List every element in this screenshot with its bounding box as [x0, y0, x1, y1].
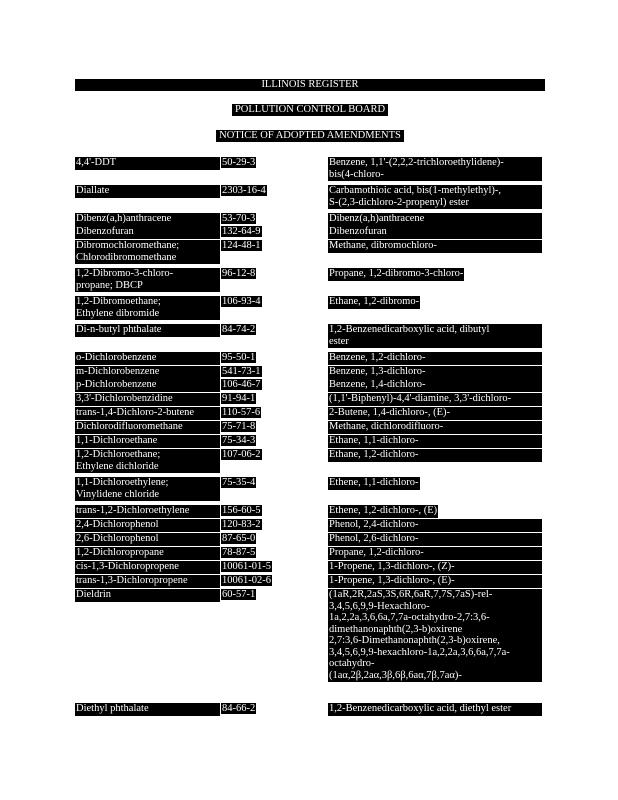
chemical-name: [75, 324, 220, 337]
cas-number: 50-29-3: [222, 157, 256, 168]
synonym-name: [328, 226, 542, 239]
chemical-name: [75, 296, 220, 320]
synonym-line: Benzene, 1,4-dichloro-: [329, 379, 426, 390]
synonym-name: [328, 379, 542, 392]
cas-number: 107-06-2: [222, 449, 261, 460]
chemical-name-line: 1,2-Dibromo-3-chloro-: [76, 268, 174, 279]
chemical-name: [75, 379, 220, 392]
chemical-name-line: Ethylene dichloride: [76, 460, 159, 472]
cas-number: 84-66-2: [222, 703, 256, 714]
cas-number: 78-87-5: [222, 547, 256, 558]
chemical-name: [75, 407, 220, 420]
synonym-line: Dibenzofuran: [329, 226, 387, 237]
cas-number: 95-50-1: [222, 352, 256, 363]
chemical-name: [75, 435, 220, 448]
synonym-name: [328, 449, 542, 462]
synonym-line: 1a,2,2a,3,6,6a,7,7a-octahydro-2,7:3,6-: [329, 612, 490, 623]
chemical-name-line: 2,4-Dichlorophenol: [76, 519, 159, 530]
chemical-name-line: m-Dichlorobenzene: [76, 366, 160, 377]
synonym-line: 1,2-Benzenedicarboxylic acid, dibutyl: [329, 324, 490, 335]
synonym-name: [328, 352, 542, 365]
synonym-name: [328, 435, 542, 448]
synonym-name: [328, 547, 542, 560]
cas-number: 10061-02-6: [222, 575, 271, 586]
chemical-name: [75, 421, 220, 434]
cas-number: 87-65-0: [222, 533, 256, 544]
chemical-name: [75, 240, 220, 264]
synonym-name: [328, 157, 542, 181]
synonym-name: [328, 393, 542, 406]
chemical-name: [75, 157, 220, 170]
chemical-name-line: Dibromochloromethane;: [76, 240, 180, 251]
chemical-name: [75, 268, 220, 292]
cas-number: 110-57-6: [222, 407, 261, 418]
chemical-name: [75, 589, 220, 602]
chemical-name-line: Vinylidene chloride: [76, 488, 160, 500]
cas-number: 124-48-1: [222, 240, 261, 251]
chemical-name: [75, 393, 220, 406]
chemical-name-line: o-Dichlorobenzene: [76, 352, 157, 363]
chemical-name-line: 1,2-Dichloropropane: [76, 547, 164, 558]
chemical-name: [75, 449, 220, 473]
synonym-name: [328, 366, 542, 379]
synonym-line: Benzene, 1,1'-(2,2,2-trichloroethylidene)-: [329, 157, 504, 168]
cas-number: 120-83-2: [222, 519, 261, 530]
synonym-line: Methane, dibromochloro-: [329, 240, 437, 251]
synonym-line: Ethane, 1,1-dichloro-: [329, 435, 419, 446]
chemical-name: [75, 575, 220, 588]
chemical-name-line: trans-1,3-Dichloropropene: [76, 575, 188, 586]
synonym-line: dimethanonaphth(2,3-b)oxirene: [329, 623, 463, 635]
chemical-name-line: Dibenzofuran: [76, 226, 134, 237]
chemical-name-line: Diallate: [76, 185, 110, 196]
chemical-name-line: Diethyl phthalate: [76, 703, 149, 714]
chemical-name-line: Dieldrin: [76, 589, 111, 600]
synonym-line: bis(4-chloro-: [329, 168, 384, 180]
synonym-line: Ethene, 1,1-dichloro-: [329, 477, 419, 488]
synonym-line: 1-Propene, 1,3-dichloro-, (E)-: [329, 575, 455, 586]
chemical-name-line: 1,2-Dichloroethane;: [76, 449, 161, 460]
chemical-name-line: 1,1-Dichloroethylene;: [76, 477, 169, 488]
chemical-name: [75, 226, 220, 239]
cas-number: 75-35-4: [222, 477, 256, 488]
synonym-name: [328, 185, 542, 209]
synonym-line: Methane, dichlorodifluoro-: [329, 421, 444, 432]
cas-number: 84-74-2: [222, 324, 256, 335]
synonym-line: Benzene, 1,2-dichloro-: [329, 352, 426, 363]
cas-number: 106-93-4: [222, 296, 261, 307]
synonym-name: [328, 324, 542, 348]
synonym-line: Ethene, 1,2-dichloro-, (E): [329, 505, 438, 516]
synonym-name: [328, 421, 542, 434]
chemical-name-line: trans-1,2-Dichloroethylene: [76, 505, 190, 516]
cas-number: 96-12-8: [222, 268, 256, 279]
synonym-line: 2,7:3,6-Dimethanonaphth(2,3-b)oxirene,: [329, 635, 500, 646]
cas-number: 60-57-1: [222, 589, 256, 600]
synonym-line: Ethane, 1,2-dichloro-: [329, 449, 419, 460]
chemical-name-line: Ethylene dibromide: [76, 307, 160, 319]
chemical-name-line: propane; DBCP: [76, 279, 143, 291]
synonym-line: Propane, 1,2-dichloro-: [329, 547, 424, 558]
chemical-name-line: 3,3'-Dichlorobenzidine: [76, 393, 173, 404]
synonym-line: (1,1'-Biphenyl)-4,4'-diamine, 3,3'-dichloro-: [329, 393, 512, 404]
synonym-line: 3,4,5,6,9,9-Hexachloro-: [329, 600, 430, 612]
chemical-name-line: Dichlorodifluoromethane: [76, 421, 183, 432]
synonym-name: [328, 505, 438, 518]
chemical-name: [75, 519, 220, 532]
synonym-name: [328, 533, 542, 546]
synonym-line: 1-Propene, 1,3-dichloro-, (Z)-: [329, 561, 455, 572]
synonym-line: (1aα,2β,2aα,3β,6β,6aα,7β,7aα)-: [329, 669, 462, 681]
synonym-line: ester: [329, 335, 349, 347]
cas-number: 91-94-1: [222, 393, 256, 404]
synonym-line: Propane, 1,2-dibromo-3-chloro-: [329, 268, 464, 279]
chemical-name-line: cis-1,3-Dichloropropene: [76, 561, 179, 572]
synonym-line: 3,4,5,6,9,9-hexachloro-1a,2,2a,3,6,6a,7,7a-: [329, 646, 510, 658]
cas-number: 106-46-7: [222, 379, 261, 390]
notice-heading: NOTICE OF ADOPTED AMENDMENTS: [75, 130, 545, 142]
synonym-line: octahydro-: [329, 658, 375, 669]
synonym-line: 2-Butene, 1,4-dichloro-, (E)-: [329, 407, 451, 418]
chemical-name-line: p-Dichlorobenzene: [76, 379, 157, 390]
chemical-name-line: Chlorodibromomethane: [76, 251, 177, 263]
synonym-name: [328, 477, 420, 490]
chemical-name: [75, 505, 220, 518]
chemical-name-line: Di-n-butyl phthalate: [76, 324, 162, 335]
chemical-name: [75, 213, 220, 226]
cas-number: 75-34-3: [222, 435, 256, 446]
chemical-name-line: trans-1,4-Dichloro-2-butene: [76, 407, 195, 418]
synonym-line: Ethane, 1,2-dibromo-: [329, 296, 420, 307]
chemical-name: [75, 366, 220, 379]
synonym-name: [328, 575, 542, 588]
cas-number: 156-60-5: [222, 505, 261, 516]
synonym-line: S-(2,3-dichloro-2-propenyl) ester: [329, 196, 469, 208]
chemical-name: [75, 561, 220, 574]
chemical-name: [75, 477, 220, 501]
cas-number: 75-71-8: [222, 421, 256, 432]
synonym-name: [328, 589, 542, 682]
chemical-name-line: Dibenz(a,h)anthracene: [76, 213, 172, 224]
cas-number: 132-64-9: [222, 226, 261, 237]
synonym-line: Phenol, 2,6-dichloro-: [329, 533, 419, 544]
synonym-name: [328, 240, 542, 253]
chemical-name-line: 4,4'-DDT: [76, 157, 117, 168]
cas-number: 2303-16-4: [222, 185, 266, 196]
synonym-name: [328, 213, 542, 226]
synonym-line: (1aR,2R,2aS,3S,6R,6aR,7,7S,7aS)-rel-: [329, 589, 493, 600]
synonym-name: [328, 561, 542, 574]
cas-number: 53-70-3: [222, 213, 256, 224]
synonym-name: [328, 268, 464, 281]
synonym-name: [328, 407, 542, 420]
synonym-line: Benzene, 1,3-dichloro-: [329, 366, 426, 377]
synonym-name: [328, 519, 542, 532]
chemical-name: [75, 185, 220, 198]
synonym-line: Dibenz(a,h)anthracene: [329, 213, 425, 224]
synonym-name: [328, 703, 542, 716]
chemical-name: [75, 547, 220, 560]
synonym-line: 1,2-Benzenedicarboxylic acid, diethyl ester: [329, 703, 512, 714]
chemical-name-line: 1,1-Dichloroethane: [76, 435, 158, 446]
chemical-name-line: 2,6-Dichlorophenol: [76, 533, 159, 544]
synonym-name: [328, 296, 420, 309]
board-heading: POLLUTION CONTROL BOARD: [75, 104, 545, 116]
cas-number: 541-73-1: [222, 366, 261, 377]
synonym-line: Phenol, 2,4-dichloro-: [329, 519, 419, 530]
chemical-name: [75, 533, 220, 546]
synonym-line: Carbamothioic acid, bis(1-methylethyl)-,: [329, 185, 502, 196]
chemical-name-line: 1,2-Dibromoethane;: [76, 296, 161, 307]
chemical-name: [75, 703, 220, 716]
register-heading: ILLINOIS REGISTER: [75, 79, 545, 91]
cas-number: 10061-01-5: [222, 561, 271, 572]
chemical-name: [75, 352, 220, 365]
